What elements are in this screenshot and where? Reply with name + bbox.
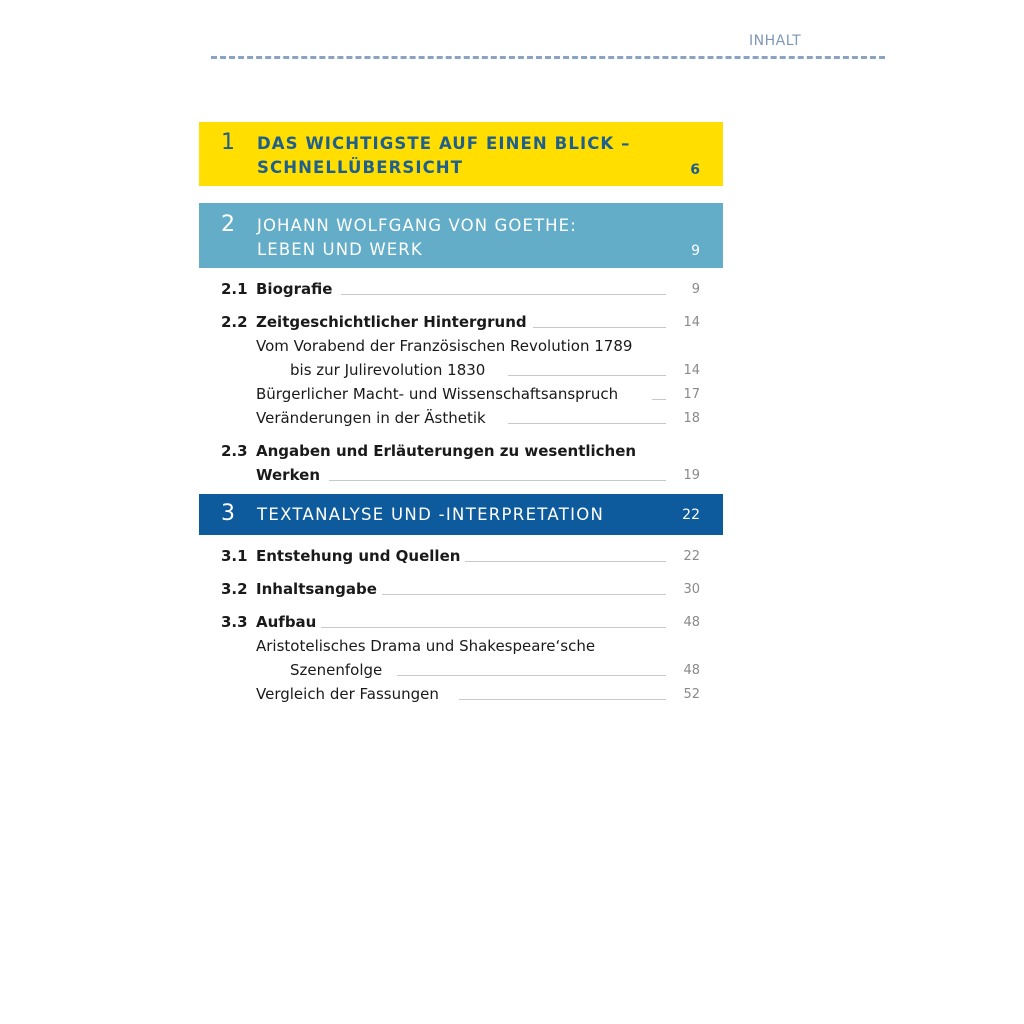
chapter-2-entries: [199, 268, 723, 494]
toc-entry-2-3[interactable]: [199, 439, 723, 463]
section-number: 3.2: [221, 580, 248, 598]
dot-leader: [382, 594, 666, 595]
chapter-1-heading[interactable]: [199, 122, 723, 186]
subsection-title: Vergleich der Fassungen: [256, 685, 439, 703]
section-number: 2.3: [221, 442, 248, 460]
section-title: Biografie: [256, 280, 333, 298]
chapter-number: 2: [221, 212, 235, 237]
subsection-title: Szenenfolge: [290, 661, 383, 679]
chapter-title-line: JOHANN WOLFGANG VON GOETHE:: [257, 216, 577, 235]
toc-entry-2-1[interactable]: [199, 277, 723, 301]
chapter-title: TEXTANALYSE UND -INTERPRETATION: [257, 505, 605, 524]
toc-entry-3-3[interactable]: [199, 610, 723, 634]
toc-subentry[interactable]: [199, 634, 723, 658]
section-number: 3.3: [221, 613, 248, 631]
section-page: 14: [683, 363, 700, 378]
dot-leader: [533, 327, 666, 328]
subsection-title: bis zur Julirevolution 1830: [290, 361, 486, 379]
toc-subentry[interactable]: [199, 334, 723, 358]
dot-leader: [341, 294, 666, 295]
section-title: Zeitgeschichtlicher Hintergrund: [256, 313, 527, 331]
section-title: Werken: [256, 466, 321, 484]
section-page: 19: [683, 468, 700, 483]
section-title: Inhaltsangabe: [256, 580, 377, 598]
section-page: 14: [683, 315, 700, 330]
chapter-title-line: DAS WICHTIGSTE AUF EINEN BLICK –: [257, 134, 631, 153]
header-dashed-rule: [211, 56, 885, 59]
toc-subentry[interactable]: [199, 406, 723, 430]
section-title: Angaben und Erläuterungen zu wesentlichen: [256, 442, 637, 460]
dot-leader: [465, 561, 666, 562]
chapter-title: [257, 132, 630, 180]
section-page: 48: [683, 663, 700, 678]
chapter-page-number: 9: [691, 243, 700, 259]
table-of-contents: [199, 122, 723, 715]
dot-leader: [459, 699, 666, 700]
section-number: 2.2: [221, 313, 248, 331]
chapter-3-entries: [199, 535, 723, 715]
section-number: 3.1: [221, 547, 248, 565]
section-title: Aufbau: [256, 613, 317, 631]
section-page: 30: [683, 582, 700, 597]
chapter-title: [257, 214, 577, 262]
dot-leader: [397, 675, 666, 676]
running-header: INHALT: [749, 33, 802, 49]
section-page: 52: [683, 687, 700, 702]
chapter-number: 1: [221, 130, 235, 155]
subsection-title: Aristotelisches Drama und Shakespeare‘sche: [256, 637, 596, 655]
chapter-number: 3: [221, 501, 235, 526]
toc-entry-3-1[interactable]: [199, 544, 723, 568]
section-page: 48: [683, 615, 700, 630]
toc-subentry[interactable]: [199, 682, 723, 706]
dot-leader: [321, 627, 666, 628]
subsection-title: Vom Vorabend der Französischen Revolution 1789: [256, 337, 633, 355]
dot-leader: [508, 375, 666, 376]
toc-subentry[interactable]: [199, 658, 723, 682]
section-page: 17: [683, 387, 700, 402]
chapter-page-number: 6: [690, 162, 700, 178]
dot-leader: [508, 423, 666, 424]
chapter-page-number: 22: [682, 507, 700, 523]
toc-entry-2-3-cont[interactable]: [199, 463, 723, 487]
chapter-title-line: SCHNELLÜBERSICHT: [257, 158, 464, 177]
toc-subentry[interactable]: [199, 382, 723, 406]
subsection-title: Veränderungen in der Ästhetik: [256, 409, 486, 427]
chapter-2-heading[interactable]: [199, 203, 723, 268]
chapter-3-heading[interactable]: [199, 494, 723, 535]
toc-entry-3-2[interactable]: [199, 577, 723, 601]
section-page: 18: [683, 411, 700, 426]
dot-leader: [329, 480, 666, 481]
toc-entry-2-2[interactable]: [199, 310, 723, 334]
section-number: 2.1: [221, 280, 248, 298]
section-page: 9: [691, 282, 700, 297]
subsection-title: Bürgerlicher Macht- und Wissenschaftsanspruch: [256, 385, 619, 403]
section-page: 22: [683, 549, 700, 564]
toc-subentry[interactable]: [199, 358, 723, 382]
section-title: Entstehung und Quellen: [256, 547, 461, 565]
dot-leader: [652, 399, 666, 400]
chapter-title-line: LEBEN UND WERK: [257, 240, 423, 259]
